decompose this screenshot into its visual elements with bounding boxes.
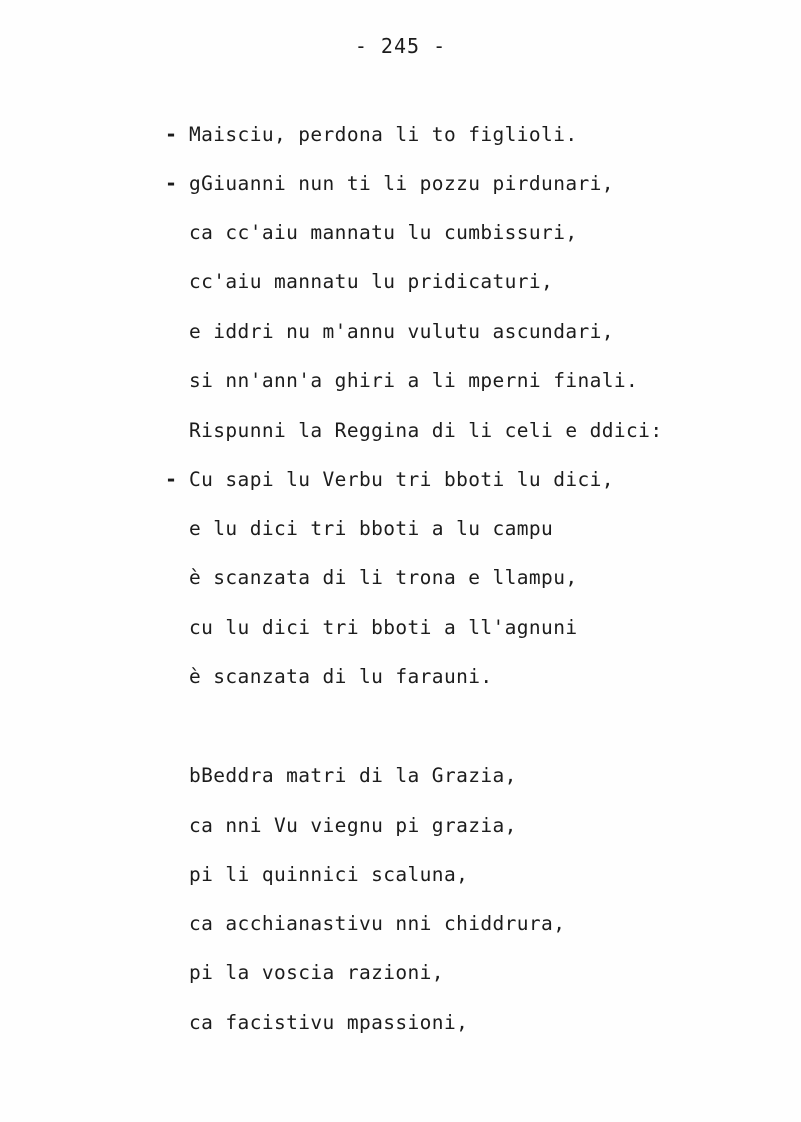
verse-line: ca acchianastivu nni chiddrura, [189,912,566,935]
dialogue-dash: - [165,467,178,491]
verse-line: è scanzata di lu farauni. [189,665,493,688]
verse-line: cu lu dici tri bboti a ll'agnuni [189,616,578,639]
verse-line: pi la voscia razioni, [189,961,444,984]
verse-line: Cu sapi lu Verbu tri bboti lu dici, [189,468,614,491]
verse-line: pi li quinnici scaluna, [189,863,469,886]
verse-line: gGiuanni nun ti li pozzu pirdunari, [189,172,614,195]
verse-line: ca nni Vu viegnu pi grazia, [189,814,517,837]
verse-line: e iddri nu m'annu vulutu ascundari, [189,320,614,343]
verse-line: bBeddra matri di la Grazia, [189,764,517,787]
verse-line: Maisciu, perdona li to figlioli. [189,123,578,146]
verse-line: ca facistivu mpassioni, [189,1011,469,1034]
verse-line: cc'aiu mannatu lu pridicaturi, [189,270,554,293]
verse-line: e lu dici tri bboti a lu campu [189,517,554,540]
verse-line: è scanzata di li trona e llampu, [189,566,578,589]
dialogue-dash: - [165,171,178,195]
page-number: - 245 - [354,34,447,58]
verse-line: si nn'ann'a ghiri a li mperni finali. [189,369,639,392]
verse-line: ca cc'aiu mannatu lu cumbissuri, [189,221,578,244]
dialogue-dash: - [165,122,178,146]
verse-line: Rispunni la Reggina di li celi e ddici: [189,419,663,442]
